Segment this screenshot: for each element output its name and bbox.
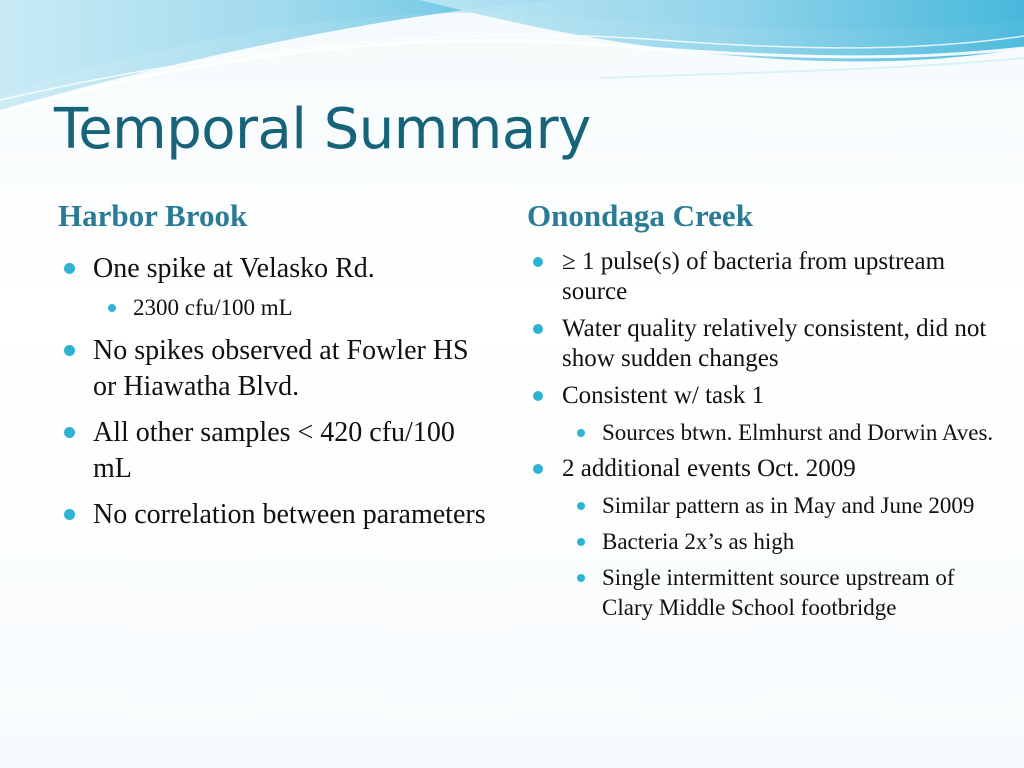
list-item-text: Single intermittent source upstream of Clary Middle School footbridge <box>602 565 955 620</box>
list-item <box>58 333 498 405</box>
list-item-text: No spikes observed at Fowler HS or Hiawatha Blvd. <box>93 335 469 402</box>
list-item <box>58 293 498 323</box>
bullet-icon <box>64 345 75 356</box>
list-item <box>527 247 997 307</box>
list-item-text: Water quality relatively consistent, did not show sudden changes <box>562 315 987 372</box>
list-item-text: No correlation between parameters <box>93 499 486 530</box>
list-item <box>58 497 498 533</box>
bullet-icon <box>533 257 543 267</box>
bullet-icon <box>533 324 543 334</box>
list-item <box>527 454 997 484</box>
left-bullet-list <box>58 251 498 543</box>
list-item-text: Consistent w/ task 1 <box>562 382 765 409</box>
list-item <box>527 314 997 374</box>
right-bullet-list <box>527 247 997 629</box>
bullet-icon <box>108 304 116 312</box>
right-column-heading: Onondaga Creek <box>527 198 753 233</box>
list-item-text: All other samples < 420 cfu/100 mL <box>93 417 455 484</box>
bullet-icon <box>577 538 585 546</box>
list-item-text: Similar pattern as in May and June 2009 <box>602 493 975 518</box>
bullet-icon <box>64 509 75 520</box>
bullet-icon <box>533 391 543 401</box>
bullet-icon <box>533 464 543 474</box>
list-item <box>527 527 997 557</box>
bullet-icon <box>577 574 585 582</box>
list-item <box>58 251 498 287</box>
slide-title: Temporal Summary <box>54 97 591 162</box>
left-column-heading: Harbor Brook <box>58 198 248 233</box>
bullet-icon <box>64 427 75 438</box>
bullet-icon <box>577 502 585 510</box>
list-item <box>527 381 997 411</box>
list-item-text: ≥ 1 pulse(s) of bacteria from upstream source <box>562 248 946 305</box>
list-item-text: Bacteria 2x’s as high <box>602 529 795 554</box>
list-item <box>58 415 498 487</box>
list-item-text: 2 additional events Oct. 2009 <box>562 455 856 482</box>
bullet-icon <box>577 429 585 437</box>
list-item <box>527 418 997 448</box>
list-item <box>527 491 997 521</box>
list-item-text: One spike at Velasko Rd. <box>93 253 375 284</box>
list-item-text: 2300 cfu/100 mL <box>133 295 293 320</box>
list-item-text: Sources btwn. Elmhurst and Dorwin Aves. <box>602 420 994 445</box>
list-item <box>527 563 997 623</box>
bullet-icon <box>64 263 75 274</box>
